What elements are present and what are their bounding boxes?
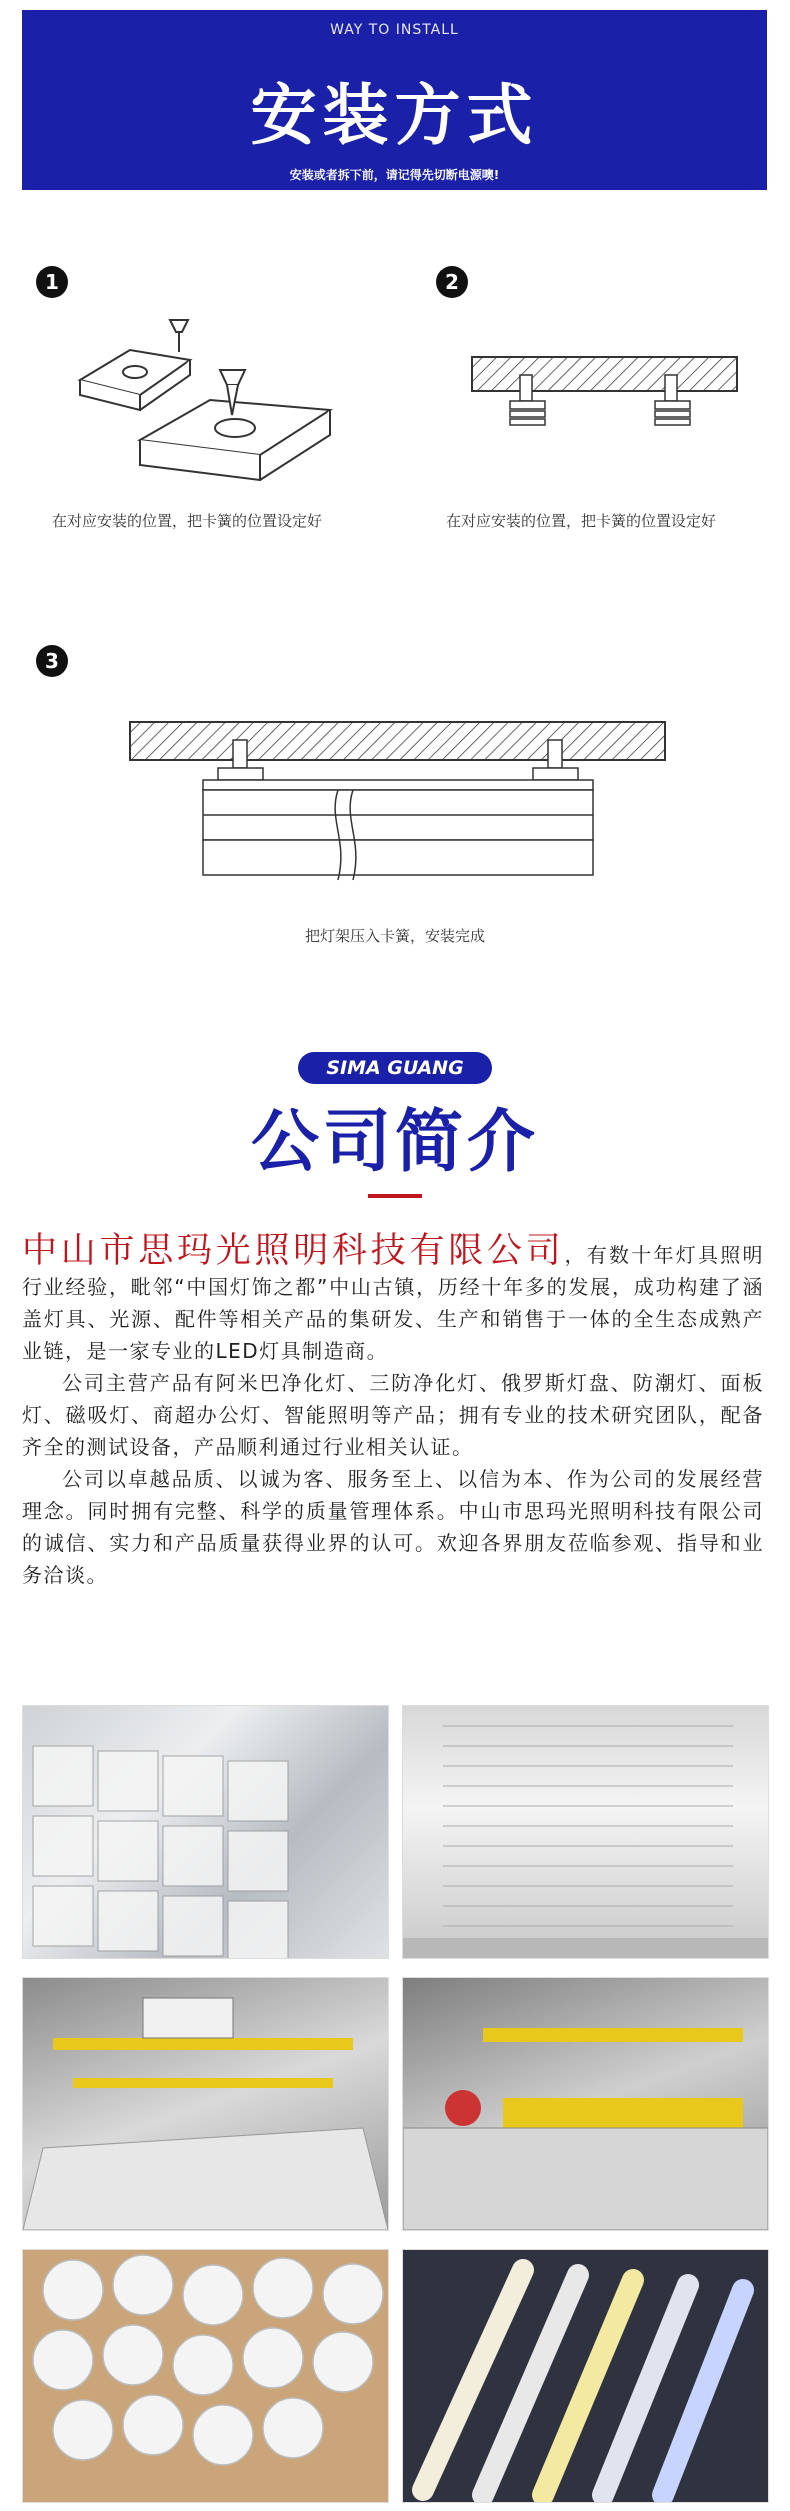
warehouse-boxes-photo (22, 1705, 389, 1959)
linear-lights-photo (402, 2249, 769, 2503)
title-underline (368, 1194, 422, 1198)
banner-subtitle: WAY TO INSTALL (330, 22, 459, 38)
packaging-machine-photo (22, 1977, 389, 2231)
step-2-caption: 在对应安装的位置，把卡簧的位置设定好 (446, 512, 717, 530)
production-line-photo (402, 1977, 769, 2231)
intro-paragraph-1: ，有数十年灯具照明行业经验，毗邻“中国灯饰之都”中山古镇，历经十年多的发展，成功构建了涵盖灯具、光源、配件等相关产品的集研发、生产和销售于一体的全生态成熟产业链，是一家专业的LED灯具制造商。 (22, 1243, 764, 1363)
intro-paragraph-3: 公司以卓越品质、以诚为客、服务至上、以信为本、作为公司的发展经营理念。同时拥有完整、科学的质量管理体系。中山市思玛光照明科技有限公司的诚信、实力和产品质量获得业界的认可。欢迎各界朋友莅临参观、指导和业务洽谈。 (22, 1467, 764, 1587)
banner-title: 安装方式 (250, 77, 539, 154)
stacked-panels-photo (402, 1705, 769, 1959)
step-3-caption: 把灯架压入卡簧，安装完成 (304, 927, 485, 945)
step-3-illustration (128, 720, 668, 890)
round-lights-box-photo (22, 2249, 389, 2503)
banner-notice: 安装或者拆下前，请记得先切断电源噢! (289, 168, 500, 182)
company-name: 中山市思玛光照明科技有限公司 (22, 1231, 565, 1271)
step-1-caption: 在对应安装的位置，把卡簧的位置设定好 (52, 512, 323, 530)
step-2-illustration (470, 355, 740, 435)
step-1-number: 1 (36, 266, 68, 298)
company-intro-title: 公司简介 (250, 1103, 539, 1182)
step-3-number: 3 (36, 645, 68, 677)
install-banner (22, 10, 767, 190)
intro-paragraph-2: 公司主营产品有阿米巴净化灯、三防净化灯、俄罗斯灯盘、防潮灯、面板灯、磁吸灯、商超办公灯、智能照明等产品；拥有专业的技术研究团队，配备齐全的测试设备，产品顺利通过行业相关认证。 (22, 1371, 764, 1459)
step-1-illustration (70, 300, 350, 490)
sima-guang-pill: SIMA GUANG (298, 1052, 492, 1084)
company-intro-text (22, 1231, 764, 1591)
step-2-number: 2 (436, 266, 468, 298)
